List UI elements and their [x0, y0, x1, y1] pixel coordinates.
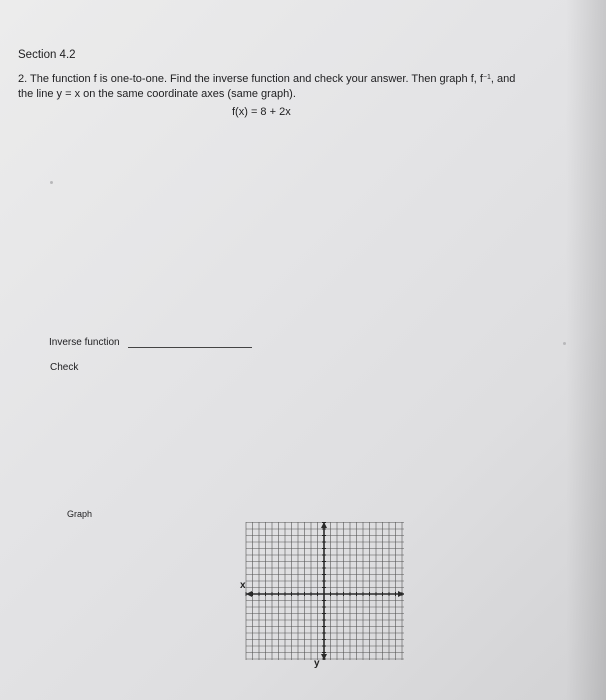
x-axis-arrow-right [398, 591, 404, 597]
x-axis-label: x [240, 580, 246, 591]
function-definition: f(x) = 8 + 2x [232, 106, 291, 118]
graph-label: Graph [67, 509, 93, 519]
problem-statement-line1 [18, 73, 515, 86]
inverse-superscript: −1 [482, 74, 491, 81]
inverse-function-label: Inverse function [49, 337, 120, 348]
x-axis-arrow-left [246, 591, 252, 597]
inverse-function-answer-line[interactable] [128, 347, 252, 348]
paper-shadow [566, 0, 606, 700]
paper-speck [50, 181, 53, 184]
coordinate-grid[interactable] [238, 518, 410, 668]
problem-text-a: 2. The function f is one-to-one. Find the inverse function and check your answer. Then graph f, f [18, 73, 483, 85]
y-axis-label: y [314, 658, 320, 668]
problem-statement-line2: the line y = x on the same coordinate axes (same graph). [18, 88, 296, 100]
paper-speck [563, 342, 566, 345]
check-label: Check [50, 362, 79, 373]
section-title: Section 4.2 [18, 49, 76, 61]
problem-text-b: , and [490, 73, 516, 85]
